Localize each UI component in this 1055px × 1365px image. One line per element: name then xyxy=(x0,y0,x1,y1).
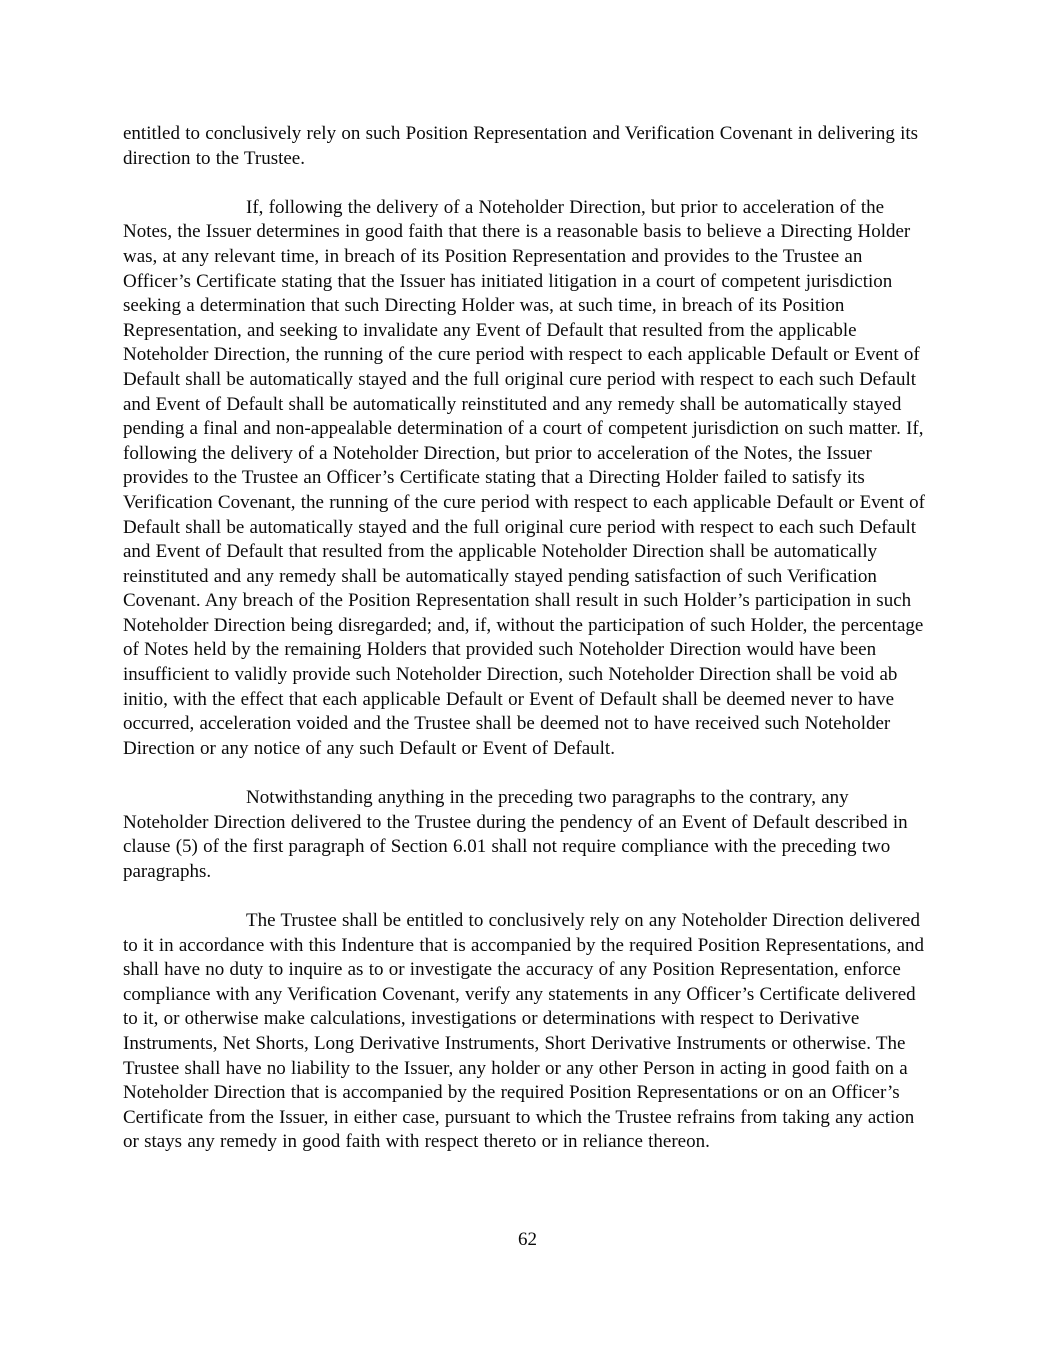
page-number: 62 xyxy=(518,1229,537,1251)
paragraph: Notwithstanding anything in the preceding two paragraphs to the contrary, any Noteholder Direction delivered to the Trustee during the pendency of an Event of Default described in clause (5) of the first paragraph of Section 6.01 shall not require compliance with the preceding two paragraphs. xyxy=(123,787,908,882)
paragraph-continuation: entitled to conclusively rely on such Position Representation and Verification Covenant in delivering its direction to the Trustee. xyxy=(123,123,919,169)
paragraph: The Trustee shall be entitled to conclusively rely on any Noteholder Direction delivered to it in accordance with this Indenture that is accompanied by the required Position Representations, and shall have no duty to inquire as to or investigate the accuracy of any Position Representation, enforce compliance with any Verification Covenant, verify any statements in any Officer’s Certificate delivered to it, or otherwise make calculations, investigations or determinations with respect to Derivative Instruments, Net Shorts, Long Derivative Instruments, Short Derivative Instruments or otherwise. The Trustee shall have no liability to the Issuer, any holder or any other Person in acting in good faith on a Noteholder Direction that is accompanied by the required Position Representations or on an Officer’s Certificate from the Issuer, in either case, pursuant to which the Trustee refrains from taking any action or stays any remedy in good faith with respect thereto or in reliance thereon. xyxy=(123,910,925,1153)
paragraph: If, following the delivery of a Noteholder Direction, but prior to acceleration of the Notes, the Issuer determines in good faith that there is a reasonable basis to believe a Directing Holder was, at any relevant time, in breach of its Position Representation and provides to the Trustee an Officer’s Certificate stating that the Issuer has initiated litigation in a court of competent jurisdiction seeking a determination that such Directing Holder was, at such time, in breach of its Position Representation, and seeking to invalidate any Event of Default that resulted from the applicable Noteholder Direction, the running of the cure period with respect to each applicable Default or Event of Default shall be automatically stayed and the full original cure period with respect to each such Default and Event of Default shall be automatically reinstituted and any remedy shall be automatically stayed pending a final and non-appealable determination of a court of competent jurisdiction on such matter. If, following the delivery of a Noteholder Direction, but prior to acceleration of the Notes, the Issuer provides to the Trustee an Officer’s Certificate stating that a Directing Holder failed to satisfy its Verification Covenant, the running of the cure period with respect to each applicable Default or Event of Default shall be automatically stayed and the full original cure period with respect to each such Default and Event of Default that resulted from the applicable Noteholder Direction shall be automatically reinstituted and any remedy shall be automatically stayed pending satisfaction of such Verification Covenant. Any breach of the Position Representation shall result in such Holder’s participation in such Noteholder Direction being disregarded; and, if, without the participation of such Holder, the percentage of Notes held by the remaining Holders that provided such Noteholder Direction would have been insufficient to validly provide such Noteholder Direction, such Noteholder Direction shall be void ab initio, with the effect that each applicable Default or Event of Default shall be deemed never to have occurred, acceleration voided and the Trustee shall be deemed not to have received such Noteholder Direction or any notice of any such Default or Event of Default. xyxy=(123,196,926,759)
